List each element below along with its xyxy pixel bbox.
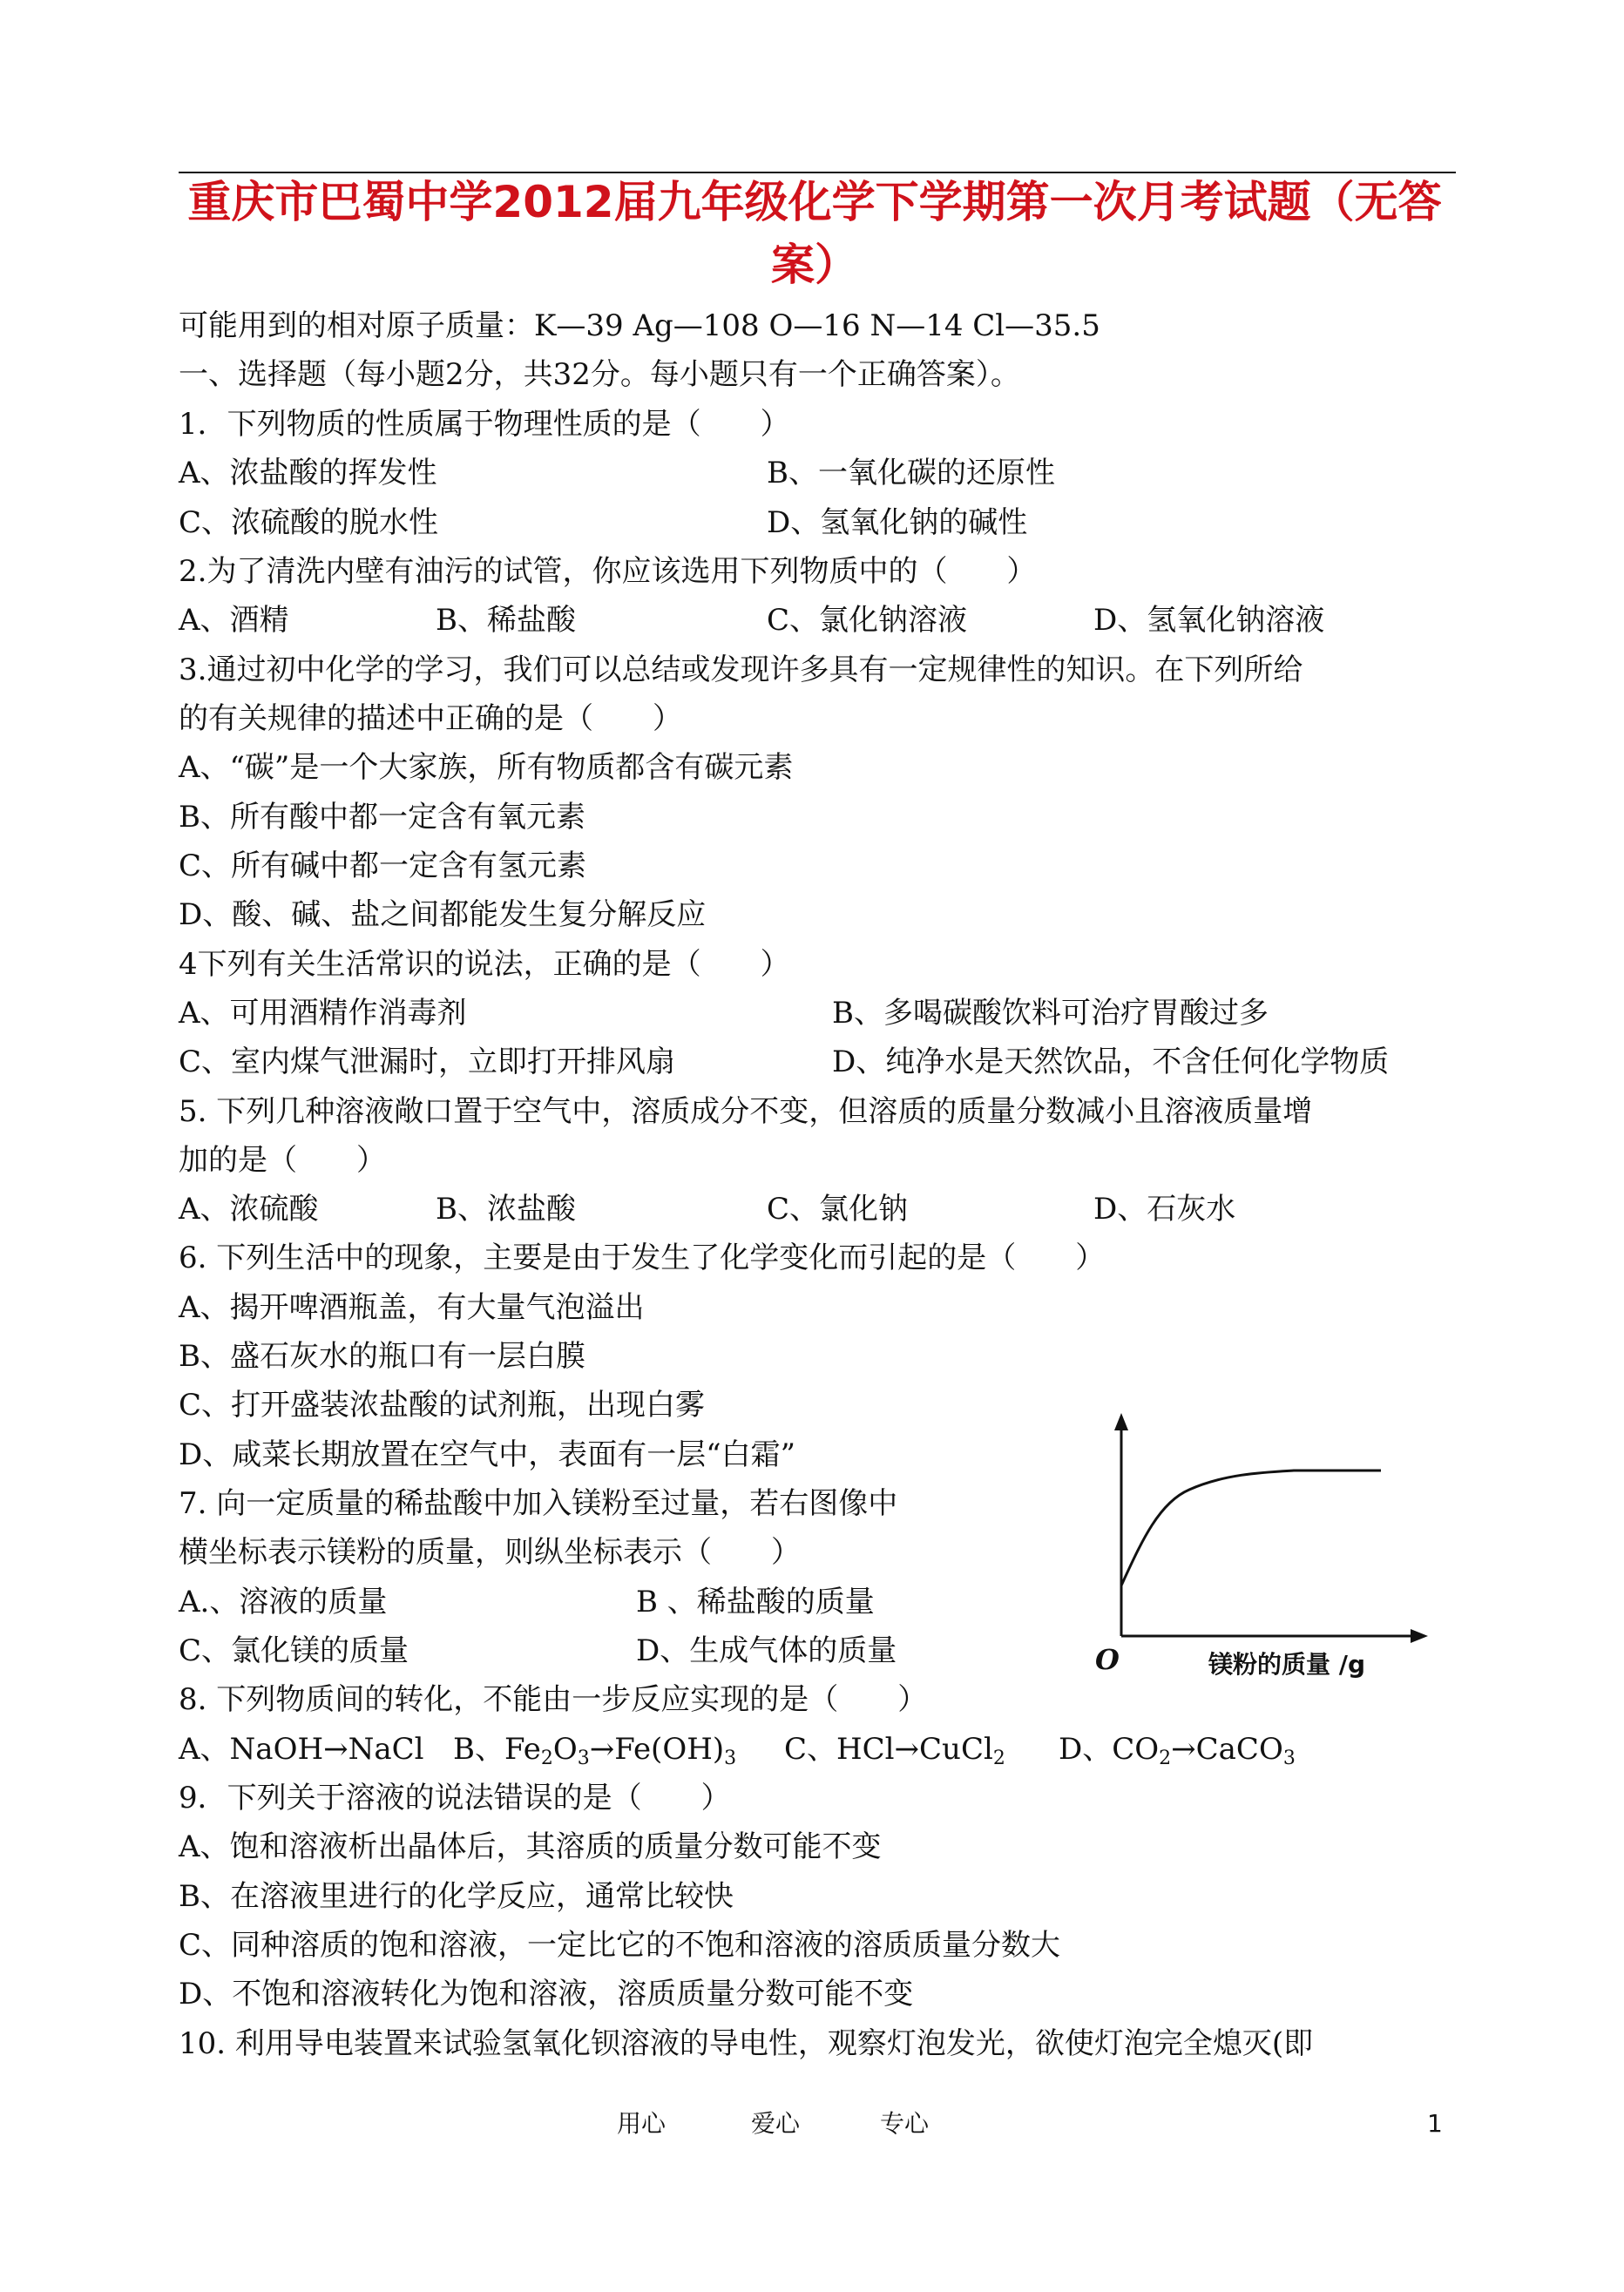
x-axis-label: 镁粉的质量 /g: [1208, 1650, 1366, 1679]
q2-stem: 2.为了清洗内壁有油污的试管，你应该选用下列物质中的（ ）: [179, 554, 1037, 589]
q8-stem: 8. 下列物质间的转化，不能由一步反应实现的是（ ）: [179, 1682, 928, 1717]
q7-option-b: B 、稀盐酸的质量: [636, 1585, 875, 1619]
q1-option-a: A、浓盐酸的挥发性: [179, 456, 437, 490]
q7-option-d: D、生成气体的质量: [636, 1633, 897, 1668]
q9-option-d: D、不饱和溶液转化为饱和溶液，溶质质量分数可能不变: [179, 1977, 914, 2011]
q8-option-c: C、HCl→CuCl$_2$: [784, 1732, 1005, 1769]
page-number: 1: [1427, 2109, 1443, 2138]
origin-label: O: [1095, 1643, 1120, 1676]
q8-option-a: A、NaOH→NaCl: [179, 1732, 424, 1767]
q7-graph: [1093, 1411, 1442, 1707]
q4-option-a: A、可用酒精作消毒剂: [179, 996, 467, 1031]
q5-option-d: D、石灰水: [1093, 1192, 1236, 1227]
q9-stem: 9．下列关于溶液的说法错误的是（ ）: [179, 1781, 731, 1815]
q6-option-b: B、盛石灰水的瓶口有一层白膜: [179, 1339, 585, 1374]
document-title-line2: 案）: [771, 240, 858, 290]
q8-option-d: D、$CO_2\to CaCO_3$: [1059, 1732, 1296, 1769]
q4-option-c: C、室内煤气泄漏时，立即打开排风扇: [179, 1045, 676, 1079]
q8-option-b: B、$Fe_2O_3\to Fe(OH)_3$: [453, 1732, 737, 1769]
q5-option-a: A、浓硫酸: [179, 1192, 319, 1227]
q3-option-a: A、“碳”是一个大家族，所有物质都含有碳元素: [179, 750, 794, 785]
q4-option-d: D、纯净水是天然饮品，不含任何化学物质: [832, 1045, 1390, 1079]
q3-stem-line1: 3.通过初中化学的学习，我们可以总结或发现许多具有一定规律性的知识。在下列所给: [179, 652, 1303, 687]
q4-option-b: B、多喝碳酸饮料可治疗胃酸过多: [832, 996, 1269, 1031]
q6-option-c: C、打开盛装浓盐酸的试剂瓶，出现白雾: [179, 1388, 706, 1423]
curve: [1121, 1471, 1381, 1585]
q2-option-a: A、酒精: [179, 603, 289, 638]
q1-option-b: B、一氧化碳的还原性: [767, 456, 1055, 490]
q3-option-c: C、所有碱中都一定含有氢元素: [179, 849, 587, 883]
q9-option-c: C、同种溶质的饱和溶液，一定比它的不饱和溶液的溶质质量分数大: [179, 1928, 1061, 1963]
footer-slogan-3: 专心: [880, 2109, 930, 2138]
q9-option-b: B、在溶液里进行的化学反应，通常比较快: [179, 1879, 734, 1914]
q3-stem-line2: 的有关规律的描述中正确的是（ ）: [179, 701, 682, 736]
q3-option-b: B、所有酸中都一定含有氧元素: [179, 800, 585, 835]
y-axis-arrow-icon: [1114, 1413, 1128, 1430]
footer-slogan-1: 用心: [617, 2109, 667, 2138]
q7-option-c: C、氯化镁的质量: [179, 1633, 409, 1668]
q6-option-d: D、咸菜长期放置在空气中，表面有一层“白霜”: [179, 1437, 796, 1472]
q7-stem-line2: 横坐标表示镁粉的质量，则纵坐标表示（ ）: [179, 1535, 801, 1570]
q2-option-b: B、稀盐酸: [436, 603, 576, 638]
q7-option-a: A.、溶液的质量: [179, 1585, 388, 1619]
q7-stem-line1: 7. 向一定质量的稀盐酸中加入镁粉至过量，若右图像中: [179, 1486, 898, 1521]
q4-stem: 4下列有关生活常识的说法，正确的是（ ）: [179, 947, 790, 982]
x-axis-arrow-icon: [1411, 1629, 1428, 1643]
q9-option-a: A、饱和溶液析出晶体后，其溶质的质量分数可能不变: [179, 1829, 882, 1864]
q5-stem-line1: 5. 下列几种溶液敞口置于空气中，溶质成分不变，但溶质的质量分数减小且溶液质量增: [179, 1094, 1313, 1129]
atomic-masses: 可能用到的相对原子质量：K—39 Ag—108 O—16 N—14 Cl—35.5: [179, 308, 1100, 343]
section-heading: 一、选择题（每小题2分，共32分。每小题只有一个正确答案）。: [179, 357, 1020, 392]
q1-option-c: C、浓硫酸的脱水性: [179, 505, 439, 540]
q1-stem: 1．下列物质的性质属于物理性质的是（ ）: [179, 407, 790, 442]
q10-stem: 10. 利用导电装置来试验氢氧化钡溶液的导电性，观察灯泡发光，欲使灯泡完全熄灭(即: [179, 2026, 1314, 2061]
q2-option-d: D、氢氧化钠溶液: [1093, 603, 1325, 638]
q5-option-c: C、氯化钠: [767, 1192, 909, 1227]
q6-option-a: A、揭开啤酒瓶盖，有大量气泡溢出: [179, 1290, 645, 1325]
document-title-line1: 重庆市巴蜀中学2012届九年级化学下学期第一次月考试题（无答: [187, 177, 1442, 227]
q5-option-b: B、浓盐酸: [436, 1192, 576, 1227]
q6-stem: 6. 下列生活中的现象，主要是由于发生了化学变化而引起的是（ ）: [179, 1241, 1106, 1275]
footer-slogan-2: 爱心: [751, 2109, 801, 2138]
q5-stem-line2: 加的是（ ）: [179, 1143, 386, 1178]
q2-option-c: C、氯化钠溶液: [767, 603, 968, 638]
q3-option-d: D、酸、碱、盐之间都能发生复分解反应: [179, 897, 707, 932]
q1-option-d: D、氢氧化钠的碱性: [767, 505, 1028, 540]
